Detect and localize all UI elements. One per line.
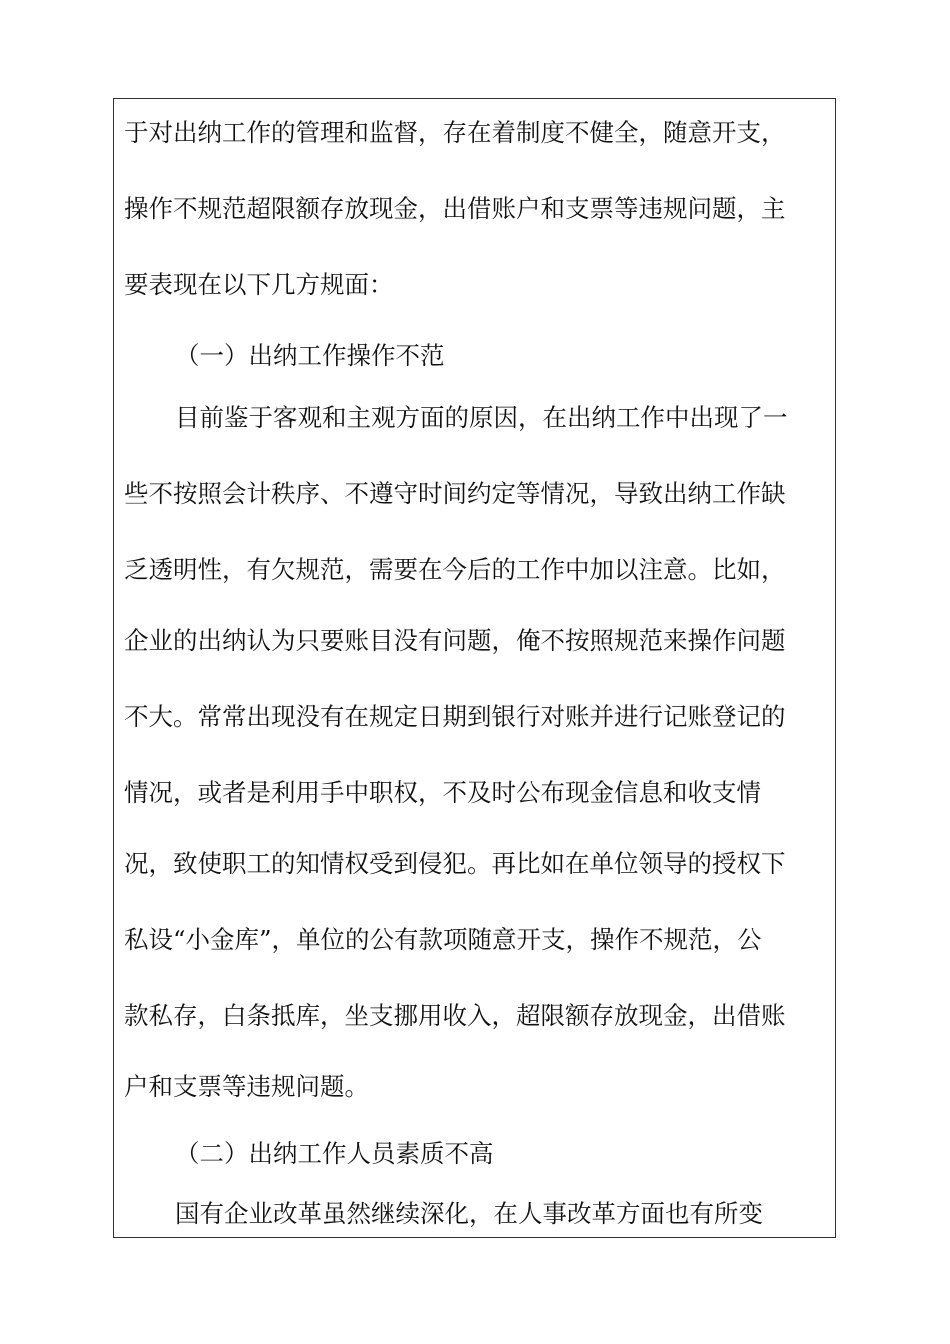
paragraph-start-line-2: 国有企业改革虽然继续深化，在人事改革方面也有所变	[175, 1199, 763, 1228]
text-line-11: 况，致使职工的知情权受到侵犯。再比如在单位领导的授权下	[124, 849, 786, 878]
document-page	[113, 98, 836, 1238]
section-heading-1: （一）出纳工作操作不范	[175, 341, 445, 370]
text-line-7: 乏透明性，有欠规范，需要在今后的工作中加以注意。比如，	[124, 555, 786, 584]
text-line-2: 操作不规范超限额存放现金，出借账户和支票等违规问题，主	[124, 194, 786, 223]
text-line-13: 款私存，白条抵库，坐支挪用收入，超限额存放现金，出借账	[124, 1001, 786, 1030]
text-line-12: 私设“小金库”，单位的公有款项随意开支，操作不规范，公	[124, 925, 762, 954]
paragraph-start-line: 目前鉴于客观和主观方面的原因，在出纳工作中出现了一	[175, 403, 788, 432]
text-line-6: 些不按照会计秩序、不遵守时间约定等情况，导致出纳工作缺	[124, 479, 786, 508]
text-line-10: 情况，或者是利用手中职权，不及时公布现金信息和收支情	[124, 778, 761, 807]
text-line-3: 要表现在以下几方规面：	[124, 270, 394, 299]
text-line-8: 企业的出纳认为只要账目没有问题，俺不按照规范来操作问题	[124, 626, 786, 655]
text-line-1: 于对出纳工作的管理和监督，存在着制度不健全，随意开支，	[124, 118, 786, 147]
text-line-9: 不大。常常出现没有在规定日期到银行对账并进行记账登记的	[124, 702, 786, 731]
section-heading-2: （二）出纳工作人员素质不高	[175, 1139, 494, 1168]
text-line-14: 户和支票等违规问题。	[124, 1072, 369, 1101]
